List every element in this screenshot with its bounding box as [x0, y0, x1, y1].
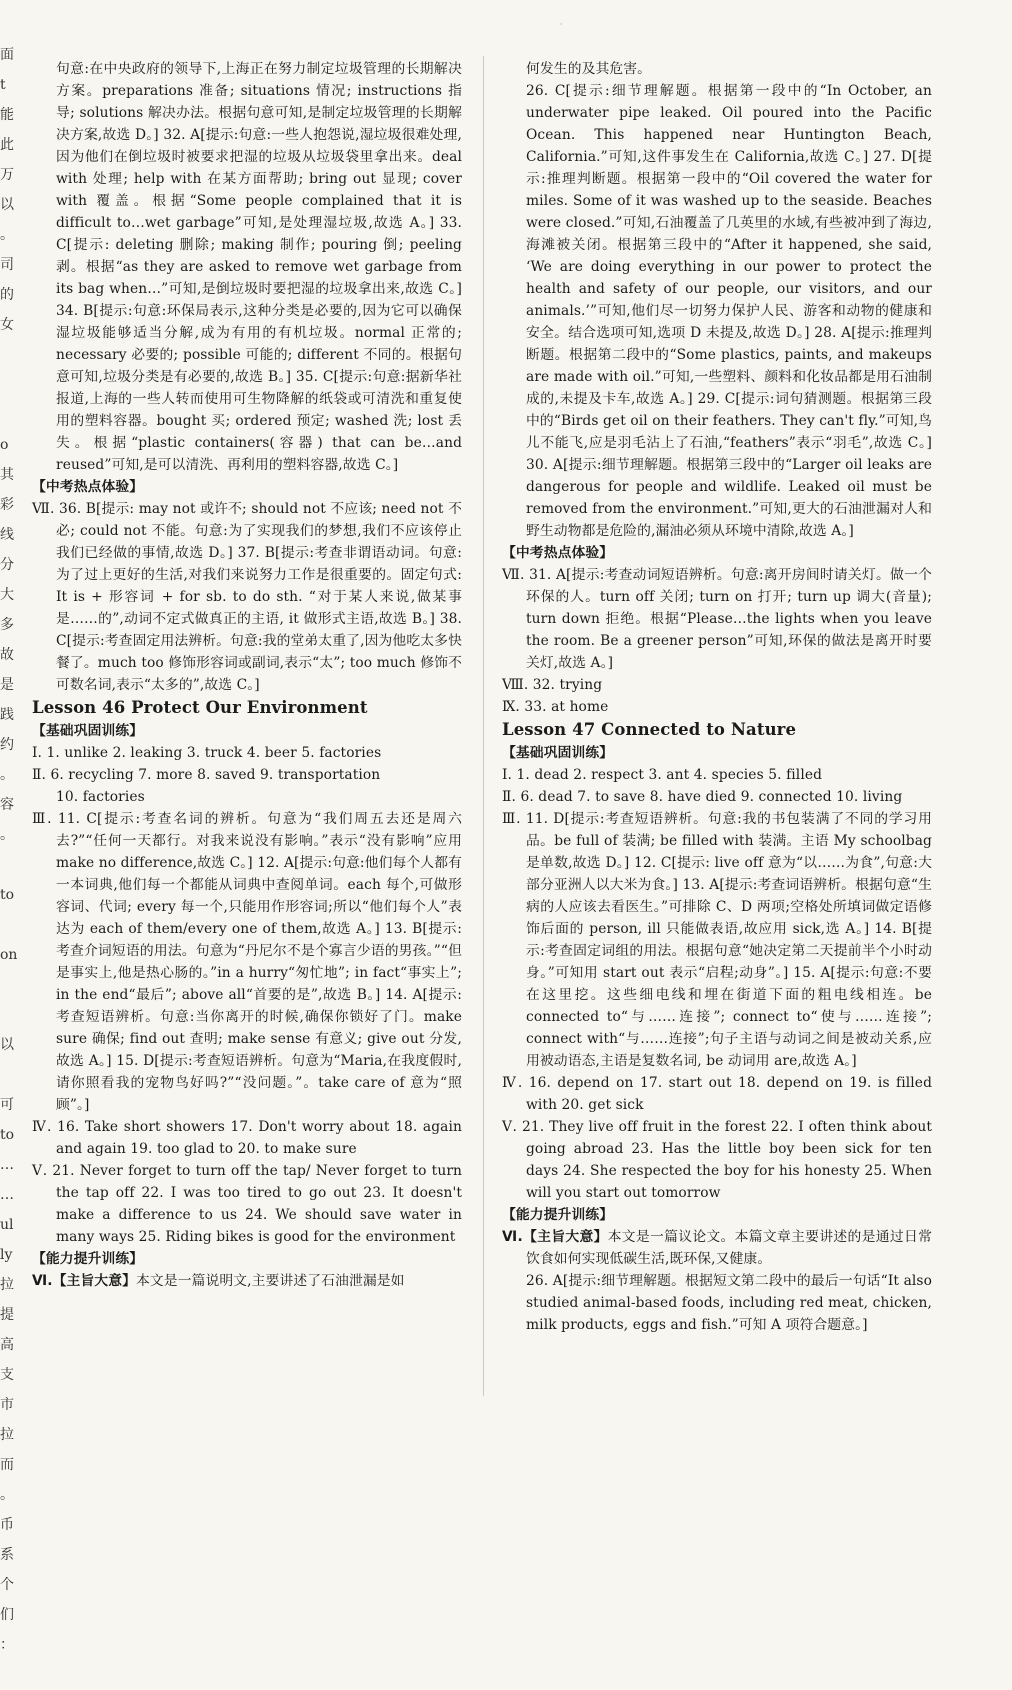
summary-tag: Ⅵ.【主旨大意】 — [32, 1273, 136, 1289]
margin-char — [0, 1660, 18, 1690]
margin-char: on — [0, 947, 18, 963]
margin-char: to — [0, 887, 15, 903]
margin-char — [0, 400, 18, 430]
margin-char: 的 — [0, 287, 14, 303]
margin-char: 拉 — [0, 1427, 14, 1443]
margin-char: 系 — [0, 1547, 14, 1563]
right-column — [502, 58, 932, 1336]
margin-char: ly — [0, 1247, 13, 1263]
margin-char: ： — [0, 1637, 14, 1653]
answer-line: 10. factories — [56, 789, 145, 805]
margin-char: … — [0, 1187, 14, 1203]
margin-char: 可 — [0, 1097, 14, 1113]
margin-char — [0, 970, 18, 1000]
margin-char: 拉 — [0, 1277, 14, 1293]
answer-paragraph: 26. C[提示:细节理解题。根据第一段中的“In October, an underwater pipe leaked. Oil poured into the Pacific Ocean. This happened near Huntington Beach, California.”可知,这件事发生在 California,故选 C。] 27. D[提示:推理判断题。根据第一段中的“Oil covered the water for miles. Some of it was washed up to the seaside. Beaches were closed.”可知,石油覆盖了几英里的水域,有些被冲到了海边,海滩被关闭。根据第三段中的“After it happened, she said, ‘We are doing everything in our power to protect the health and safety of our people, our visitors, and our animals.’”可知,他们尽一切努力保护人民、游客和动物的健康和安全。结合选项可知,选项 D 未提及,故选 D。] 28. A[提示:推理判断题。根据第二段中的“Some plastics, paints, and makeups are made with oil.”可知,一些塑料、颜料和化妆品都是用石油制成的,未提及卡车,故选 A。] 29. C[提示:词句猜测题。根据第三段中的“Birds get oil on their feathers. They can't fly.”可知,鸟儿不能飞,应是羽毛沾上了石油,“feathers”表示“羽毛”,故选 C。] 30. A[提示:细节理解题。根据第三段中的“Larger oil leaks are dangerous for people and wildlife. Leaked oil must be removed from the environment.”可知,更大的石油泄漏对人和野生动物都是危险的,漏油必须从环境中清除,故选 A。] — [526, 83, 932, 539]
margin-char: 。 — [0, 827, 14, 843]
summary-paragraph — [32, 1270, 462, 1292]
answer-paragraph: Ⅳ. 16. depend on 17. start out 18. depend on 19. is filled with 20. get sick — [502, 1075, 932, 1113]
margin-char: 线 — [0, 527, 14, 543]
margin-char — [0, 340, 18, 370]
column-divider — [483, 56, 484, 1396]
margin-char: ul — [0, 1217, 14, 1233]
answer-paragraph: Ⅲ. 11. D[提示:考查短语辨析。句意:我的书包装满了不同的学习用品。be full of 装满; be filled with 装满。主语 My schoolbag 是单数,故选 D。] 12. C[提示: live off 意为“以……为食”,句意:大部分亚洲人以大米为食。] 13. A[提示:考查词语辨析。根据句意“生病的人应该去看医生。”可排除 C、D 两项;空格处所填词做定语修饰后面的 person, ill 只能做表语,故应用 sick,选 A。] 14. B[提示:考查固定词组的用法。根据句意“她决定第二天提前半个小时动身。”可知用 start out 表示“启程;动身”。] 15. A[提示:句意:不要在这里挖。这些细电线和埋在街道下面的粗电线相连。be connected to“与……连接”; connect to“使与……连接”; connect with“与……连接”;句子主语与动词之间是被动关系,应用被动语态,主语是复数名词, be 动词用 are,故选 A。] — [502, 811, 932, 1069]
answer-line: Ⅰ. 1. dead 2. respect 3. ant 4. species 5. filled — [502, 767, 823, 783]
margin-char: 币 — [0, 1517, 14, 1533]
margin-char: to — [0, 1127, 15, 1143]
margin-char: 。 — [0, 1487, 14, 1503]
margin-char: 。 — [0, 767, 14, 783]
section-heading: 【中考热点体验】 — [502, 545, 614, 561]
margin-char: 市 — [0, 1397, 14, 1413]
answer-paragraph: 句意:在中央政府的领导下,上海正在努力制定垃圾管理的长期解决方案。preparations 准备; situations 情况; instructions 指导; solutions 解决办法。根据句意可知,是制定垃圾管理的长期解决方案,故选 D。] 32. A[提示:句意:一些人抱怨说,湿垃圾很难处理,因为他们在倒垃圾时被要求把湿的垃圾从垃圾袋里拿出来。deal with 处理; help with 在某方面帮助; bring out 显现; cover with 覆盖。根据“Some people complained that it is difficult to…wet garbage”可知,是处理湿垃圾,故选 A。] 33. C[提示: deleting 删除; making 制作; pouring 倒; peeling 剥。根据“as they are asked to remove wet garbage from its bag when…”可知,是倒垃圾时要把湿的垃圾拿出来,故选 C。] 34. B[提示:句意:环保局表示,这种分类是必要的,因为它可以确保湿垃圾能够适当分解,成为有用的有机垃圾。normal 正常的; necessary 必要的; possible 可能的; different 不同的。根据句意可知,垃圾分类是有必要的,故选 B。] 35. C[提示:句意:据新华社报道,上海的一些人转而使用可生物降解的纸袋或可清洗和重复使用的塑料容器。bought 买; ordered 预定; washed 洗; lost 丢失。根据“plastic containers(容器) that can be…and reused”可知,是可以清洗、再利用的塑料容器,故选 C。] — [56, 61, 462, 473]
margin-char: 大 — [0, 587, 14, 603]
summary-paragraph — [502, 1226, 932, 1270]
answer-line: Ⅰ. 1. unlike 2. leaking 3. truck 4. beer 5. factories — [32, 745, 382, 761]
margin-char: 约 — [0, 737, 14, 753]
margin-char: 践 — [0, 707, 14, 723]
summary-tag: Ⅵ.【主旨大意】 — [502, 1229, 608, 1245]
section-heading: 【基础巩固训练】 — [502, 745, 614, 761]
left-column — [32, 58, 462, 1292]
margin-char: 而 — [0, 1457, 14, 1473]
margin-char: 支 — [0, 1367, 14, 1383]
margin-char — [0, 1060, 18, 1090]
margin-char: 彩 — [0, 497, 14, 513]
summary-text: 本文是一篇议论文。本篇文章主要讲述的是通过日常饮食如何实现低碳生活,既环保,又健康。 — [526, 1229, 932, 1267]
margin-char: 其 — [0, 467, 14, 483]
summary-text: 本文是一篇说明文,主要讲述了石油泄漏是如 — [136, 1273, 405, 1289]
answer-line: Ⅱ. 6. recycling 7. more 8. saved 9. transportation — [32, 767, 381, 783]
margin-char — [0, 370, 18, 400]
margin-char: 以 — [0, 1037, 14, 1053]
lesson-title: Lesson 47 Connected to Nature — [502, 720, 797, 739]
margin-char: 。 — [0, 227, 14, 243]
answer-line: Ⅷ. 32. trying — [502, 677, 603, 693]
answer-paragraph: 何发生的及其危害。 — [526, 61, 652, 77]
margin-char: 此 — [0, 137, 14, 153]
margin-char: 是 — [0, 677, 14, 693]
answer-paragraph: Ⅴ. 21. They live off fruit in the forest 22. I often think about going abroad 23. Has the little boy been sick for ten days 24. She respected the boy for his honesty 25. When will you start out tomorrow — [502, 1119, 932, 1201]
margin-char: 提 — [0, 1307, 14, 1323]
margin-char — [0, 850, 18, 880]
margin-char: o — [0, 437, 9, 453]
margin-char: 分 — [0, 557, 14, 573]
margin-char: … — [0, 1157, 14, 1173]
section-heading: 【能力提升训练】 — [32, 1251, 144, 1267]
section-heading: 【能力提升训练】 — [502, 1207, 614, 1223]
margin-char: 万 — [0, 167, 14, 183]
answer-paragraph: Ⅲ. 11. C[提示:考查名词的辨析。句意为“我们周五去还是周六去?”“任何一天都行。对我来说没有影响。”表示“没有影响”应用 make no difference,故选 C。] 12. A[提示:句意:他们每个人都有一本词典,他们每一个都能从词典中查阅单词。each 每个,可做形容词、代词; every 每一个,只能用作形容词;所以“他们每个人”表达为 each of them/every one of them,故选 A。] 13. B[提示:考查介词短语的用法。句意为“丹尼尔不是个寡言少语的男孩。”“但是事实上,他是热心肠的。”in a hurry“匆忙地”; in fact“事实上”; in the end“最后”; above all“首要的是”,故选 B。] 14. A[提示:考查短语辨析。句意:当你离开的时候,确保你锁好了门。make sure 确保; find out 查明; make sense 有意义; give out 分发,故选 A。] 15. D[提示:考查短语辨析。句意为“Maria,在我度假时,请你照看我的宠物鸟好吗?”“没问题。”。take care of 意为“照顾”。] — [32, 811, 462, 1113]
margin-char: 司 — [0, 257, 14, 273]
margin-char — [0, 1000, 18, 1030]
margin-char: 们 — [0, 1607, 14, 1623]
margin-char: 面 — [0, 47, 14, 63]
margin-char: 能 — [0, 107, 14, 123]
margin-char: 女 — [0, 317, 14, 333]
left-margin-bleed — [0, 40, 18, 1653]
margin-char — [0, 910, 18, 940]
lesson-title: Lesson 46 Protect Our Environment — [32, 698, 368, 717]
margin-char: 容 — [0, 797, 14, 813]
margin-char: 多 — [0, 617, 14, 633]
answer-line: Ⅱ. 6. dead 7. to save 8. have died 9. connected 10. living — [502, 789, 903, 805]
answer-paragraph: Ⅶ. 36. B[提示: may not 或许不; should not 不应该; need not 不必; could not 不能。句意:为了实现我们的梦想,我们不应该停止我们已经做的事情,故选 D。] 37. B[提示:考查非谓语动词。句意:为了过上更好的生活,对我们来说努力工作是很重要的。固定句式: It is + 形容词 + for sb. to do sth. “对于某人来说,做某事是……的”,动词不定式做真正的主语, it 做形式主语,故选 B。] 38. C[提示:考查固定用法辨析。句意:我的堂弟太重了,因为他吃太多快餐了。much too 修饰形容词或副词,表示“太”; too much 修饰不可数名词,表示“太多的”,故选 C。] — [32, 501, 462, 693]
section-heading: 【基础巩固训练】 — [32, 723, 144, 739]
margin-char: 以 — [0, 197, 14, 213]
answer-paragraph: Ⅶ. 31. A[提示:考查动词短语辨析。句意:离开房间时请关灯。做一个环保的人。turn off 关闭; turn on 打开; turn up 调大(音量); turn down 拒绝。根据“Please…the lights when you leave the room. Be a greener person”可知,环保的做法是离开时要关灯,故选 A。] — [502, 567, 932, 671]
answer-paragraph: Ⅳ. 16. Take short showers 17. Don't worry about 18. again and again 19. too glad to 20. to make sure — [32, 1119, 462, 1157]
margin-char: 故 — [0, 647, 14, 663]
top-mark: · — [560, 20, 563, 29]
margin-char: t — [0, 77, 6, 93]
answer-line: Ⅸ. 33. at home — [502, 699, 609, 715]
answer-paragraph: 26. A[提示:细节理解题。根据短文第二段中的最后一句话“It also studied animal-based foods, including red meat, chicken, milk products, eggs and fish.”可知 A 项符合题意。] — [526, 1273, 932, 1333]
section-heading: 【中考热点体验】 — [32, 479, 144, 495]
margin-char: 个 — [0, 1577, 14, 1593]
answer-paragraph: Ⅴ. 21. Never forget to turn off the tap/ Never forget to turn the tap off 22. I was too tired to go out 23. It doesn't make a difference to us 24. We should save water in many ways 25. Riding bikes is good for the environment — [32, 1163, 462, 1245]
margin-char: 高 — [0, 1337, 14, 1353]
